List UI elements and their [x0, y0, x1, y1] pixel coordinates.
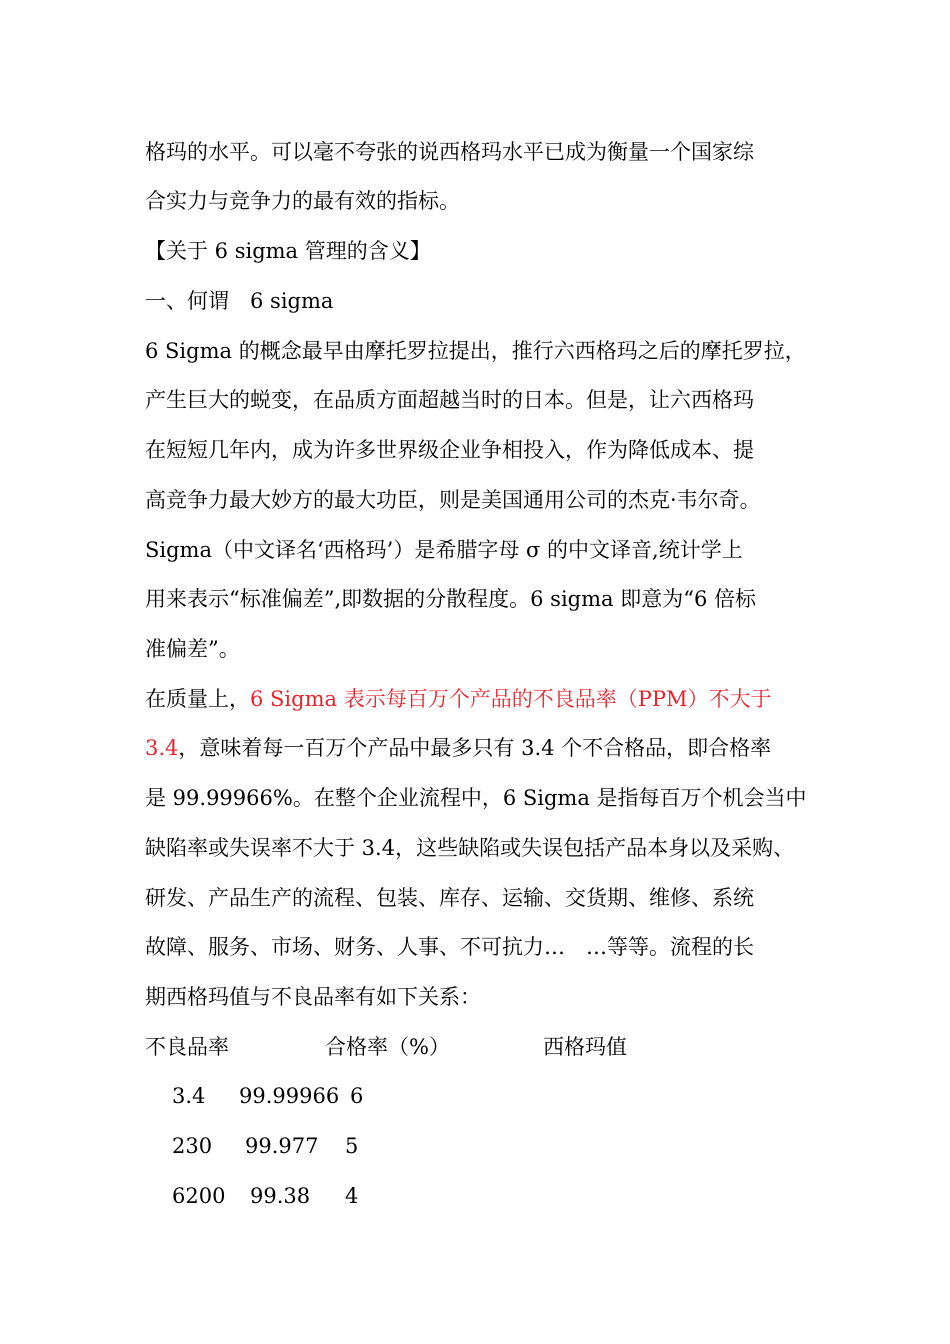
quality-line-2: [145, 733, 771, 763]
paragraph-line: 6 Sigma 的概念最早由摩托罗拉提出，推行六西格玛之后的摩托罗拉，: [145, 339, 806, 363]
paragraph-line: 研发、产品生产的流程、包装、库存、运输、交货期、维修、系统: [145, 886, 754, 910]
quality-prefix: 在质量上，: [145, 687, 250, 711]
section-heading: 【关于 6 sigma 管理的含义】: [145, 239, 431, 263]
quality-line-1: [145, 684, 771, 714]
subsection-heading: 一、何谓 6 sigma: [145, 289, 334, 313]
table-cell: 3.4: [172, 1084, 206, 1108]
paragraph-line: 期西格玛值与不良品率有如下关系：: [145, 985, 481, 1009]
table-cell: 99.38: [250, 1184, 311, 1208]
table-header-sigma-value: 西格玛值: [543, 1035, 627, 1059]
table-cell: 5: [345, 1134, 359, 1158]
paragraph-line: 用来表示“标准偏差”,即数据的分散程度。6 sigma 即意为“6 倍标: [145, 587, 756, 611]
table-cell: 6: [350, 1084, 364, 1108]
paragraph-line: 高竞争力最大妙方的最大功臣，则是美国通用公司的杰克·韦尔奇。: [145, 488, 761, 512]
table-cell: 99.99966: [239, 1084, 340, 1108]
table-cell: 4: [345, 1184, 359, 1208]
highlight-text: 3.4: [145, 736, 179, 760]
paragraph-line: 缺陷率或失误率不大于 3.4，这些缺陷或失误包括产品本身以及采购、: [145, 836, 795, 860]
table-header-defect-rate: 不良品率: [145, 1035, 229, 1059]
paragraph-line: Sigma（中文译名‘西格玛’）是希腊字母 σ 的中文译音,统计学上: [145, 538, 743, 562]
paragraph-line: 格玛的水平。可以毫不夸张的说西格玛水平已成为衡量一个国家综: [145, 140, 754, 164]
quality-rest: ，意味着每一百万个产品中最多只有 3.4 个不合格品，即合格率: [178, 736, 772, 760]
table-header-pass-rate: 合格率（%）: [325, 1035, 450, 1059]
highlight-text: 6 Sigma 表示每百万个产品的不良品率（PPM）不大于: [250, 687, 772, 711]
table-cell: 230: [172, 1134, 213, 1158]
paragraph-line: 故障、服务、市场、财务、人事、不可抗力… …等等。流程的长: [145, 935, 754, 959]
paragraph-line: 合实力与竞争力的最有效的指标。: [145, 189, 460, 213]
table-cell: 6200: [172, 1184, 226, 1208]
paragraph-line: 在短短几年内，成为许多世界级企业争相投入，作为降低成本、提: [145, 438, 754, 462]
paragraph-line: 是 99.99966%。在整个企业流程中，6 Sigma 是指每百万个机会当中: [145, 786, 807, 810]
table-cell: 99.977: [245, 1134, 319, 1158]
paragraph-line: 产生巨大的蜕变，在品质方面超越当时的日本。但是，让六西格玛: [145, 388, 754, 412]
paragraph-line: 准偏差”。: [145, 637, 240, 661]
